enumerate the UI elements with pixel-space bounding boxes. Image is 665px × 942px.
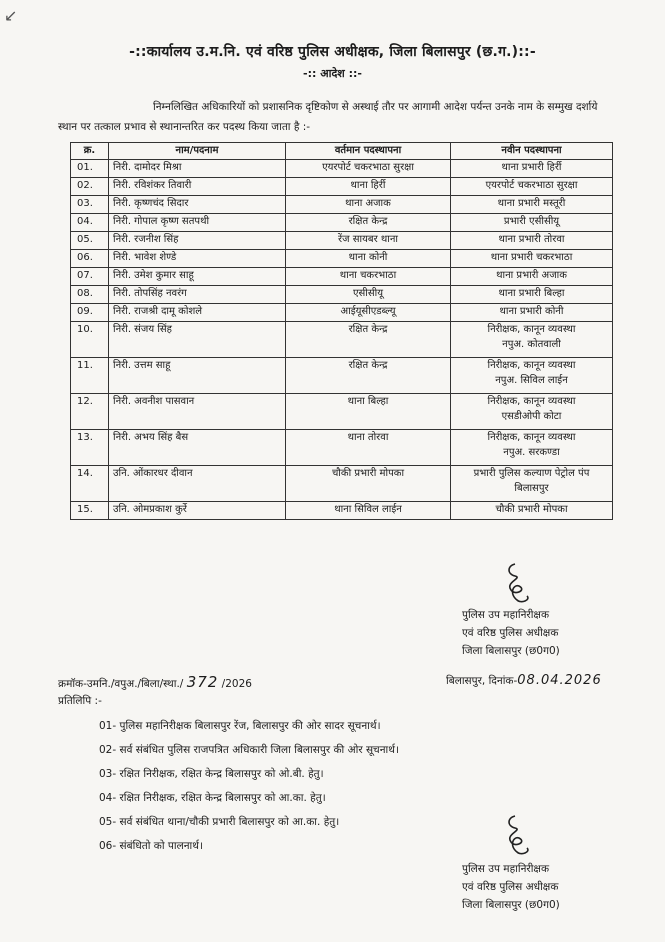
cell-new-posting-text: प्रभारी एसीसीयू [503, 216, 560, 227]
cell-current-posting [286, 268, 451, 286]
cell-new-posting-text: एयरपोर्ट चकरभाठा सुरक्षा [485, 180, 578, 191]
cell-serial-text: 11. [77, 360, 93, 371]
cell-current-posting-text: रक्षित केन्द्र [348, 360, 388, 371]
signatory-designation-2: एवं वरिष्ठ पुलिस अधीक्षक [462, 881, 559, 893]
cell-new-posting-text: थाना प्रभारी हिर्री [501, 162, 562, 173]
cell-new-posting-text: निरीक्षक, कानून व्यवस्था [487, 432, 576, 443]
table-header-row [71, 143, 613, 160]
copy-list-item: 03- रक्षित निरीक्षक, रक्षित केन्द्र बिलासपुर को ओ.बी. हेतु। [99, 768, 324, 780]
cell-name [109, 502, 286, 520]
cell-current-posting [286, 502, 451, 520]
cell-current-posting [286, 322, 451, 358]
cell-new-posting [451, 268, 613, 286]
signatory-district: जिला बिलासपुर (छ0ग0) [462, 899, 560, 911]
signatory-designation: पुलिस उप महानिरीक्षक [462, 863, 550, 875]
cell-new-posting-text: निरीक्षक, कानून व्यवस्था [487, 360, 576, 371]
cell-name [109, 358, 286, 394]
cell-current-posting-text: थाना बिल्हा [347, 396, 389, 407]
cell-name-text: निरी. तोपसिंह नवरंग [113, 288, 187, 299]
cell-serial [71, 160, 109, 178]
cell-new-posting [451, 214, 613, 232]
signatory-block-2 [462, 860, 560, 914]
cell-name [109, 250, 286, 268]
cell-new-posting-line2: नपुअ. सरकण्डा [503, 447, 560, 458]
cell-current-posting [286, 232, 451, 250]
cell-name-text: उनि. ओमप्रकाश कुर्रे [113, 504, 187, 515]
date-label: बिलासपुर, दिनांक- [446, 675, 518, 687]
cell-name [109, 178, 286, 196]
cell-new-posting-text: थाना प्रभारी अजाक [496, 270, 567, 281]
cell-name [109, 322, 286, 358]
cell-current-posting [286, 286, 451, 304]
cell-current-posting [286, 214, 451, 232]
cell-new-posting [451, 286, 613, 304]
cell-serial-text: 07. [77, 270, 93, 281]
cell-serial-text: 14. [77, 468, 93, 479]
cell-name-text: निरी. कृष्णचंद सिदार [113, 198, 189, 209]
cell-new-posting [451, 322, 613, 358]
cell-new-posting [451, 430, 613, 466]
cell-current-posting-text: रक्षित केन्द्र [348, 216, 388, 227]
cell-serial-text: 01. [77, 162, 93, 173]
cell-current-posting-text: थाना सिविल लाईन [334, 504, 402, 515]
cell-serial [71, 502, 109, 520]
cell-serial-text: 15. [77, 504, 93, 515]
cell-current-posting-text: थाना तोरवा [347, 432, 389, 443]
cell-serial [71, 286, 109, 304]
cell-current-posting [286, 178, 451, 196]
table-row [71, 178, 613, 196]
cell-current-posting [286, 358, 451, 394]
cell-new-posting-text: थाना प्रभारी चकरभाठा [490, 252, 573, 263]
cell-new-posting-text: थाना प्रभारी मस्तूरी [497, 198, 566, 209]
copy-list-item: 05- सर्व संबंधित थाना/चौकी प्रभारी बिलासपुर को आ.का. हेतु। [99, 816, 340, 828]
cell-serial [71, 466, 109, 502]
reference-prefix: क्रमॉक-उमनि./वपुअ./बिला/स्था./ [58, 678, 184, 690]
cell-current-posting-text: थाना चकरभाठा [339, 270, 397, 281]
cell-new-posting [451, 178, 613, 196]
copy-list [99, 714, 399, 858]
cell-serial-text: 08. [77, 288, 93, 299]
cell-new-posting [451, 394, 613, 430]
cell-current-posting [286, 394, 451, 430]
cell-current-posting [286, 196, 451, 214]
cell-current-posting-text: रक्षित केन्द्र [348, 324, 388, 335]
table-row [71, 304, 613, 322]
cell-current-posting-text: थाना हिर्री [350, 180, 386, 191]
table-row [71, 160, 613, 178]
cell-new-posting-text: निरीक्षक, कानून व्यवस्था [487, 396, 576, 407]
signature-1 [497, 560, 541, 612]
cell-new-posting [451, 250, 613, 268]
cell-serial [71, 394, 109, 430]
column-header-name: नाम/पदनाम [109, 143, 286, 160]
cell-new-posting-line2: नपुअ. सिविल लाईन [495, 375, 568, 386]
reference-year: /2026 [221, 678, 252, 690]
cell-name [109, 196, 286, 214]
cell-serial [71, 322, 109, 358]
cell-new-posting-text: प्रभारी पुलिस कल्याण पेट्रोल पंप [473, 468, 590, 479]
cell-serial [71, 232, 109, 250]
cell-name-text: उनि. ओंकारधर दीवान [113, 468, 193, 479]
cell-new-posting-text: थाना प्रभारी कोनी [499, 306, 564, 317]
cell-serial-text: 04. [77, 216, 93, 227]
reference-date [446, 673, 602, 688]
table-row [71, 394, 613, 430]
column-header-current-posting: वर्तमान पदस्थापना [286, 143, 451, 160]
table-row [71, 286, 613, 304]
signatory-block-1 [462, 606, 560, 660]
cell-name-text: निरी. उमेश कुमार साहू [113, 270, 194, 281]
cell-name-text: निरी. अवनीश पासवान [113, 396, 195, 407]
cell-new-posting [451, 466, 613, 502]
cell-name [109, 430, 286, 466]
cell-name [109, 268, 286, 286]
column-header-new-posting: नवीन पदस्थापना [451, 143, 613, 160]
signatory-district: जिला बिलासपुर (छ0ग0) [462, 645, 560, 657]
cell-serial-text: 03. [77, 198, 93, 209]
cell-name [109, 232, 286, 250]
cell-name [109, 214, 286, 232]
cell-name [109, 394, 286, 430]
table-row [71, 232, 613, 250]
order-heading: -:: आदेश ::- [303, 67, 362, 80]
cell-new-posting [451, 196, 613, 214]
cell-new-posting-text: थाना प्रभारी बिल्हा [498, 288, 565, 299]
table-row [71, 268, 613, 286]
cell-serial-text: 10. [77, 324, 93, 335]
cell-name-text: निरी. गोपाल कृष्ण सतपथी [113, 216, 210, 227]
cell-serial [71, 268, 109, 286]
cell-current-posting-text: थाना कोनी [348, 252, 388, 263]
cell-name-text: निरी. अभय सिंह बैस [113, 432, 189, 443]
cell-name [109, 286, 286, 304]
cell-name-text: निरी. भावेश शेण्डे [113, 252, 177, 263]
cell-new-posting [451, 304, 613, 322]
cell-name-text: निरी. रजनीश सिंह [113, 234, 179, 245]
copy-list-item: 04- रक्षित निरीक्षक, रक्षित केन्द्र बिलासपुर को आ.का. हेतु। [99, 792, 326, 804]
cell-name-text: निरी. दामोदर मिश्रा [113, 162, 182, 173]
signatory-designation-2: एवं वरिष्ठ पुलिस अधीक्षक [462, 627, 559, 639]
date-value: 08.04.2026 [517, 673, 602, 688]
cell-name [109, 160, 286, 178]
cell-serial-text: 05. [77, 234, 93, 245]
cell-new-posting [451, 358, 613, 394]
cell-new-posting-line2: एसडीओपी कोटा [501, 411, 562, 422]
cell-new-posting-text: निरीक्षक, कानून व्यवस्था [487, 324, 576, 335]
cell-new-posting [451, 232, 613, 250]
cell-current-posting-text: एसीसीयू [352, 288, 384, 299]
reference-number [58, 673, 252, 691]
cell-name [109, 466, 286, 502]
cell-current-posting [286, 430, 451, 466]
table-row [71, 214, 613, 232]
cell-name-text: निरी. उत्तम साहू [113, 360, 171, 371]
cell-serial-text: 13. [77, 432, 93, 443]
cell-new-posting [451, 502, 613, 520]
cell-new-posting-line2: बिलासपुर [514, 483, 549, 494]
table-row [71, 466, 613, 502]
cell-name [109, 304, 286, 322]
corner-arrow-icon: ↙ [4, 6, 18, 25]
column-header-serial: क्र. [71, 143, 109, 160]
cell-serial [71, 304, 109, 322]
cell-serial [71, 178, 109, 196]
cell-current-posting-text: आईयूसीएडब्ल्यू [340, 306, 396, 317]
cell-new-posting [451, 160, 613, 178]
order-intro: निम्नलिखित अधिकारियों को प्रशासनिक दृष्टिकोण से अस्थाई तौर पर आगामी आदेश पर्यन्त उनके नाम के सम्मुख दर्शाये स्थान पर तत्काल प्रभाव से स्थानान्तरित कर पदस्थ किया जाता है :- [58, 101, 598, 133]
table-row [71, 196, 613, 214]
cell-new-posting-text: चौकी प्रभारी मोपका [495, 504, 568, 515]
cell-current-posting [286, 250, 451, 268]
cell-current-posting-text: चौकी प्रभारी मोपका [331, 468, 405, 479]
signatory-designation: पुलिस उप महानिरीक्षक [462, 609, 550, 621]
transfer-table [70, 142, 613, 520]
cell-serial-text: 12. [77, 396, 93, 407]
cell-current-posting-text: रेंज सायबर थाना [338, 234, 398, 245]
cell-serial-text: 06. [77, 252, 93, 263]
cell-current-posting [286, 304, 451, 322]
copy-list-item: 02- सर्व संबंधित पुलिस राजपत्रित अधिकारी जिला बिलासपुर की ओर सूचनार्थ। [99, 744, 399, 756]
cell-name-text: निरी. रविशंकर तिवारी [113, 180, 192, 191]
reference-handwritten-number: 372 [186, 673, 219, 691]
signature-2 [497, 812, 541, 864]
cell-new-posting-text: थाना प्रभारी तोरवा [498, 234, 565, 245]
cell-current-posting-text: एयरपोर्ट चकरभाठा सुरक्षा [322, 162, 414, 173]
table-row [71, 250, 613, 268]
copy-list-item: 01- पुलिस महानिरीक्षक बिलासपुर रेंज, बिलासपुर की ओर सादर सूचनार्थ। [99, 720, 381, 732]
cell-serial-text: 02. [77, 180, 93, 191]
cell-serial [71, 250, 109, 268]
cell-serial [71, 214, 109, 232]
cell-serial [71, 196, 109, 214]
cell-current-posting-text: थाना अजाक [345, 198, 391, 209]
table-row [71, 502, 613, 520]
copy-label: प्रतिलिपि :- [58, 695, 102, 707]
cell-current-posting [286, 466, 451, 502]
cell-serial [71, 358, 109, 394]
cell-serial [71, 430, 109, 466]
cell-new-posting-line2: नपुअ. कोतवाली [502, 339, 561, 350]
copy-list-item: 06- संबंधितो को पालनार्थ। [99, 840, 203, 852]
table-row [71, 322, 613, 358]
cell-serial-text: 09. [77, 306, 93, 317]
cell-name-text: निरी. संजय सिंह [113, 324, 172, 335]
table-row [71, 430, 613, 466]
cell-current-posting [286, 160, 451, 178]
table-row [71, 358, 613, 394]
office-title: -::कार्यालय उ.म.नि. एवं वरिष्ठ पुलिस अधीक्षक, जिला बिलासपुर (छ.ग.)::- [129, 44, 536, 60]
cell-name-text: निरी. राजश्री दामू कोशले [113, 306, 203, 317]
